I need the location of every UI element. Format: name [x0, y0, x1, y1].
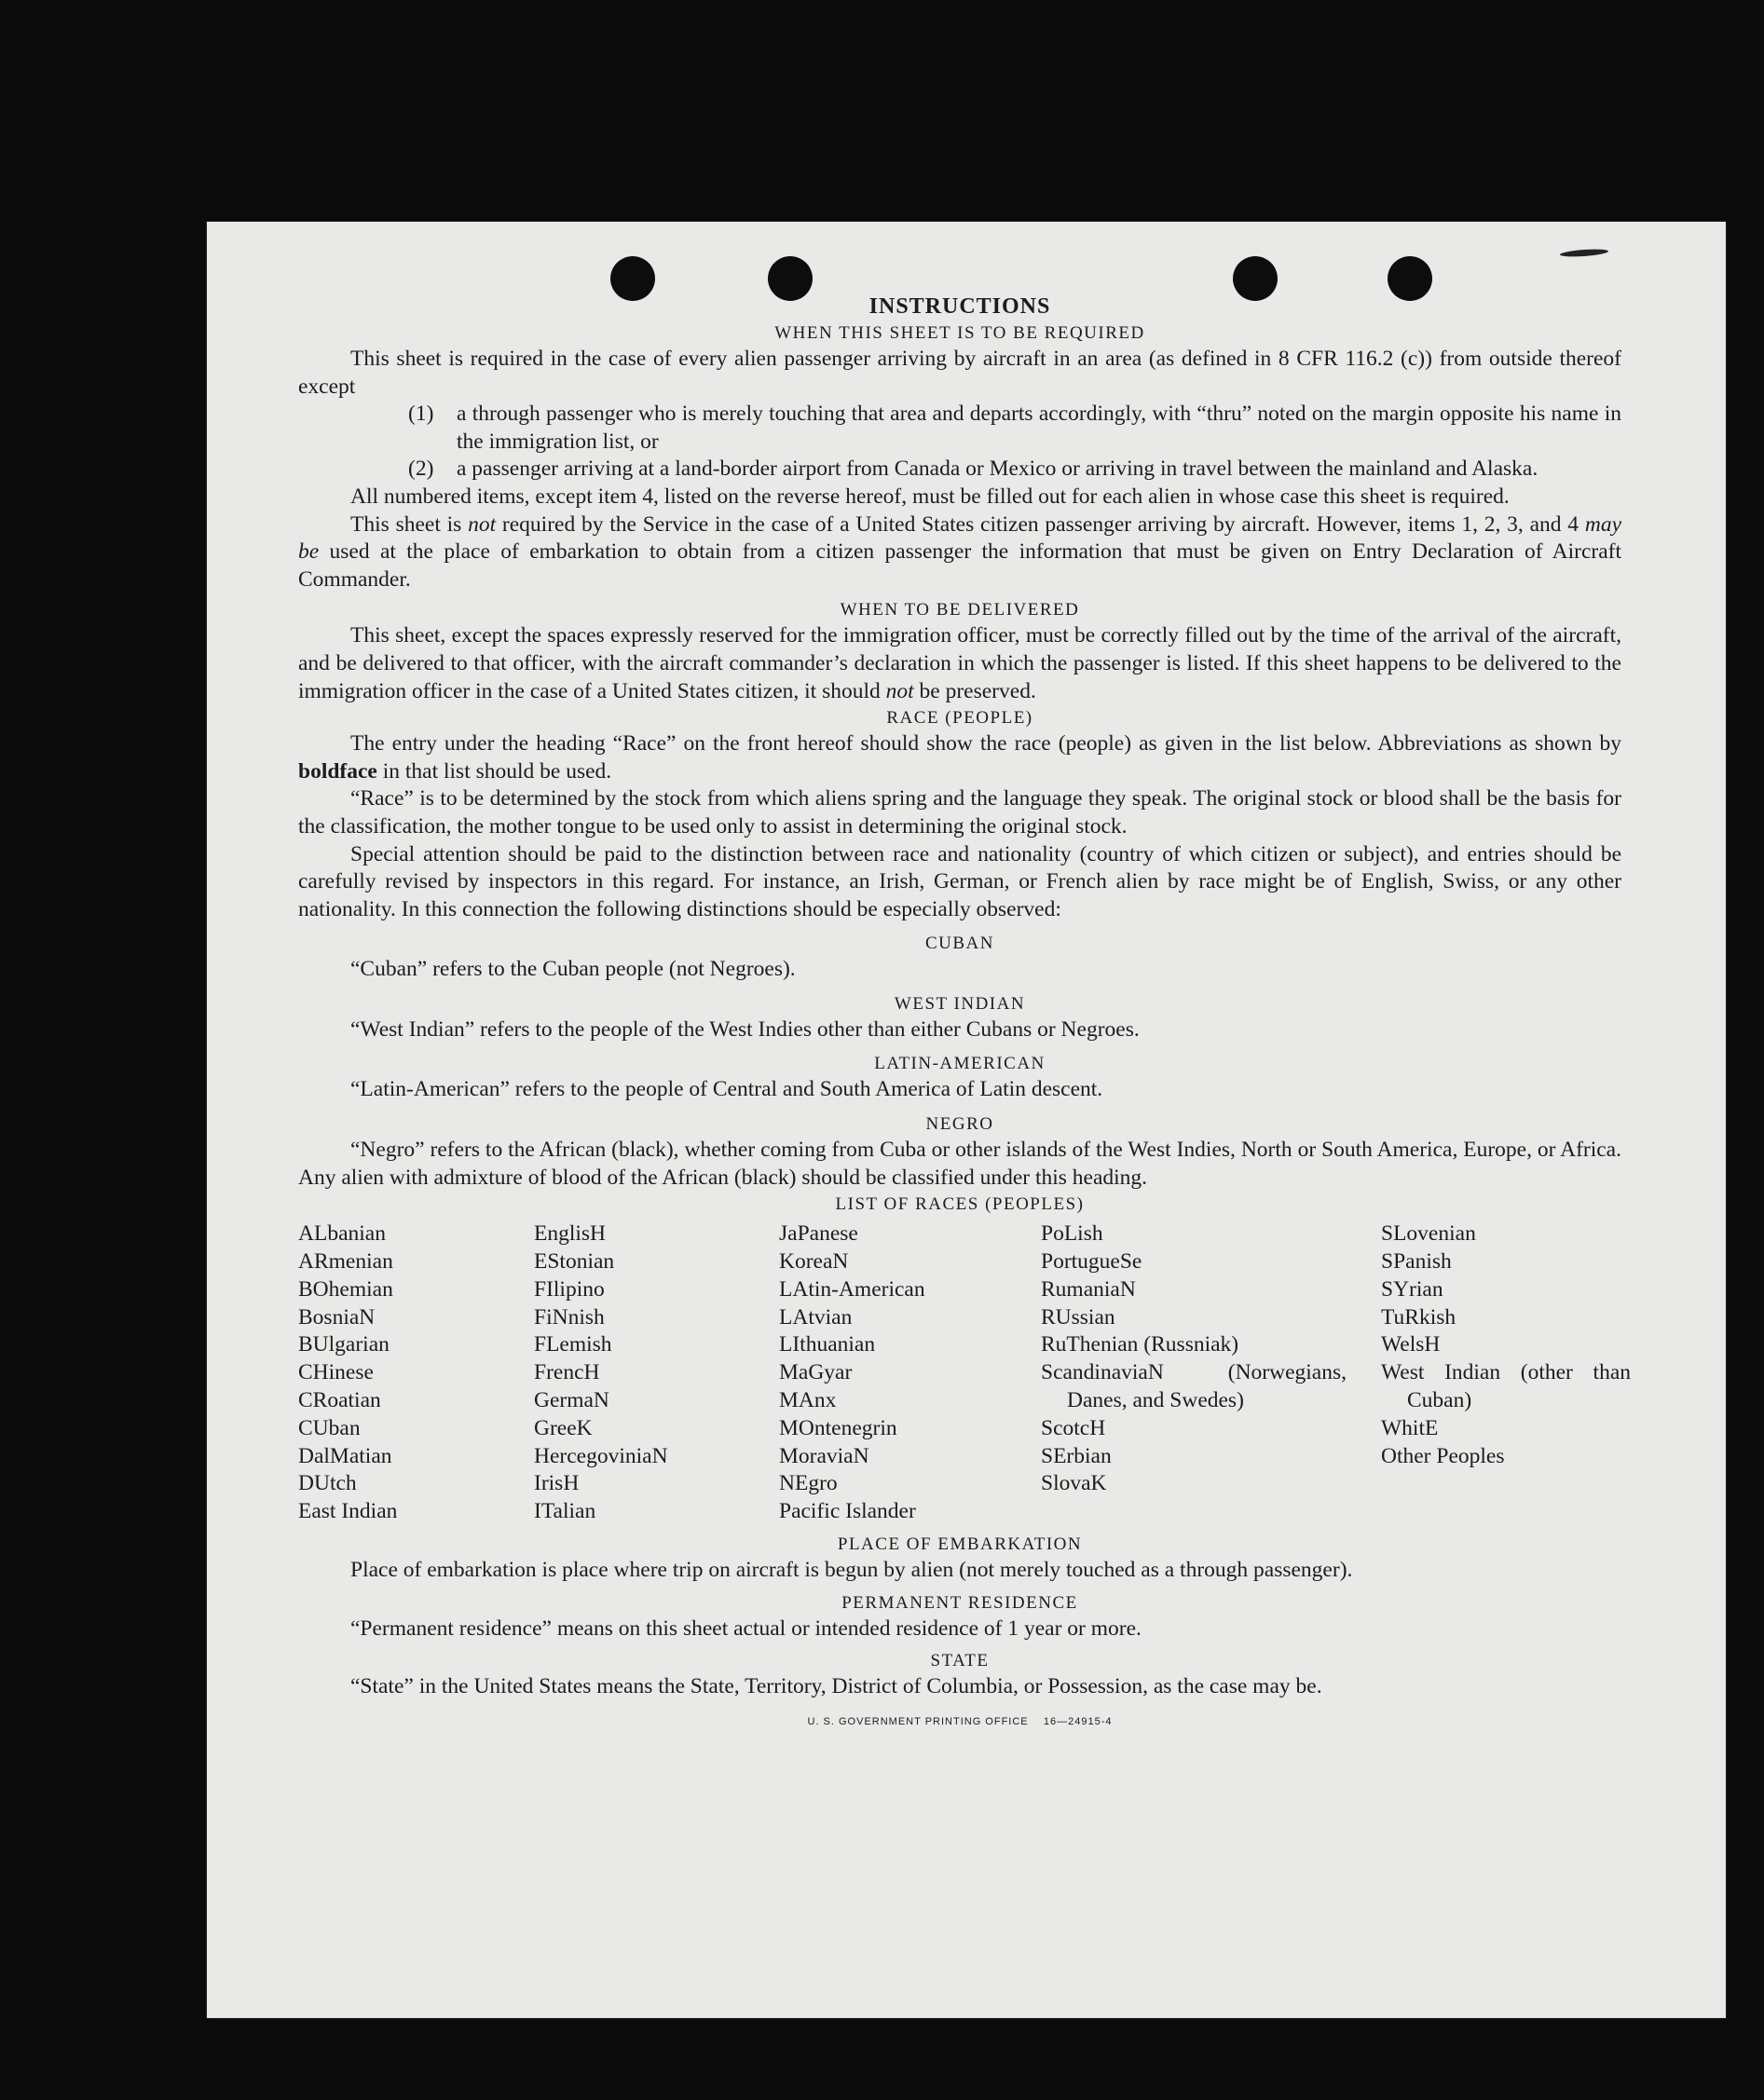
- paragraph: “Negro” refers to the African (black), whether coming from Cuba or other islands of the West Indies, North or South America, Europe, or Africa. Any alien with admixture of blood of the African (black) should be classified under this heading.: [298, 1138, 1621, 1190]
- race-column: [1041, 1220, 1381, 1526]
- list-item: [408, 401, 1621, 456]
- race-item: LAtin-American: [779, 1276, 925, 1302]
- section-heading: PERMANENT RESIDENCE: [841, 1592, 1078, 1613]
- section-heading: RACE (PEOPLE): [886, 708, 1033, 729]
- paragraph: Special attention should be paid to the distinction between race and nationality (country of which citizen or subject), and entries should be carefully revised by inspectors in this regard. For instance, an Irish, German, or French alien by race might be of English, Swiss, or any other nationality. In this connection the following distinctions should be especially observed:: [298, 841, 1621, 921]
- item-number: (2): [408, 457, 434, 482]
- paragraph: “Latin-American” refers to the people of Central and South America of Latin descent.: [350, 1077, 1103, 1102]
- race-item: ScandinaviaN (Norwegians, Danes, and Swedes): [1041, 1360, 1347, 1413]
- race-item: RumaniaN: [1041, 1276, 1136, 1302]
- paragraph: This sheet is required in the case of every alien passenger arriving by aircraft in an area (as defined in 8 CFR 116.2 (c)) from outside thereof except: [298, 347, 1621, 399]
- race-item: FLemish: [534, 1332, 612, 1357]
- paragraph: “Permanent residence” means on this sheet actual or intended residence of 1 year or more.: [350, 1616, 1142, 1641]
- race-item: East Indian: [298, 1499, 398, 1524]
- race-item: Other Peoples: [1381, 1443, 1505, 1468]
- race-item: SYrian: [1381, 1276, 1443, 1302]
- race-item: ARmenian: [298, 1249, 393, 1275]
- section-heading: STATE: [930, 1651, 990, 1671]
- race-item: West Indian (other than Cuban): [1381, 1360, 1631, 1413]
- page-title: INSTRUCTIONS: [868, 294, 1051, 319]
- race-item: BosniaN: [298, 1304, 376, 1330]
- paragraph: All numbered items, except item 4, listed on the reverse hereof, must be filled out for each alien in whose case this sheet is required.: [350, 484, 1510, 509]
- race-column: [534, 1220, 779, 1526]
- race-item: SErbian: [1041, 1443, 1112, 1468]
- item-text: a through passenger who is merely touching that area and departs accordingly, with “thru” noted on the margin opposite his name in the immigration list, or: [457, 402, 1621, 454]
- race-item: SlovaK: [1041, 1471, 1107, 1496]
- paragraph: “Cuban” refers to the Cuban people (not Negroes).: [350, 957, 796, 982]
- race-item: ALbanian: [298, 1221, 386, 1247]
- race-item: TuRkish: [1381, 1304, 1456, 1330]
- race-item: MOntenegrin: [779, 1415, 897, 1440]
- race-item: CUban: [298, 1415, 361, 1440]
- race-item: Pacific Islander: [779, 1499, 916, 1524]
- paragraph: Place of embarkation is place where trip on aircraft is begun by alien (not merely touched as a through passenger).: [350, 1558, 1353, 1583]
- race-item: FrencH: [534, 1360, 600, 1385]
- section-heading: PLACE OF EMBARKATION: [837, 1534, 1083, 1555]
- race-item: JaPanese: [779, 1221, 858, 1247]
- item-text: a passenger arriving at a land-border airport from Canada or Mexico or arriving in travel between the mainland and Alaska.: [457, 457, 1538, 482]
- race-item: GreeK: [534, 1415, 593, 1440]
- race-item: NEgro: [779, 1471, 838, 1496]
- race-item: EnglisH: [534, 1221, 607, 1247]
- race-item: HercegoviniaN: [534, 1443, 668, 1468]
- race-column: [779, 1220, 1041, 1526]
- race-item: DUtch: [298, 1471, 357, 1496]
- race-item: ITalian: [534, 1499, 596, 1524]
- race-item: MaGyar: [779, 1360, 853, 1385]
- paragraph: The entry under the heading “Race” on the front hereof should show the race (people) as given in the list below. Abbreviations as shown by boldface in that list should be used.: [298, 731, 1621, 784]
- paragraph: “State” in the United States means the State, Territory, District of Columbia, or Possession, as the case may be.: [350, 1674, 1322, 1699]
- paragraph: “West Indian” refers to the people of the West Indies other than either Cubans or Negroes.: [350, 1016, 1140, 1042]
- section-heading: WHEN TO BE DELIVERED: [840, 600, 1080, 620]
- race-item: SPanish: [1381, 1249, 1452, 1275]
- paragraph: This sheet is not required by the Service in the case of a United States citizen passenger arriving by aircraft. However, items 1, 2, 3, and 4 may be used at the place of embarkation to obtain from a citizen passenger the information that must be given on Entry Declaration of Aircraft Commander.: [298, 511, 1621, 592]
- race-item: PoLish: [1041, 1221, 1103, 1247]
- race-item: FiNnish: [534, 1304, 605, 1330]
- race-item: BUlgarian: [298, 1332, 390, 1357]
- race-column: [298, 1220, 534, 1526]
- race-list: [298, 1220, 1631, 1526]
- section-heading: LATIN-AMERICAN: [874, 1054, 1046, 1074]
- race-item: BOhemian: [298, 1276, 393, 1302]
- race-item: RUssian: [1041, 1304, 1115, 1330]
- race-item: ScotcH: [1041, 1415, 1106, 1440]
- race-item: GermaN: [534, 1388, 609, 1413]
- section-heading: WEST INDIAN: [894, 993, 1026, 1014]
- section-heading: CUBAN: [924, 934, 994, 954]
- paragraph: “Race” is to be determined by the stock from which aliens spring and the language they speak. The original stock or blood shall be the basis for the classification, the mother tongue to be used only to assist in determining the original stock.: [298, 786, 1621, 839]
- race-item: EStonian: [534, 1249, 615, 1275]
- race-item: WelsH: [1381, 1332, 1441, 1357]
- race-item: RuThenian (Russniak): [1041, 1332, 1239, 1357]
- race-item: DalMatian: [298, 1443, 392, 1468]
- list-item: [408, 456, 1621, 484]
- race-item: MoraviaN: [779, 1443, 869, 1468]
- instructions-content: [298, 293, 1631, 1736]
- paper-tear: [1560, 248, 1608, 258]
- race-item: CRoatian: [298, 1388, 381, 1413]
- item-number: (1): [408, 402, 434, 427]
- race-column: [1381, 1220, 1631, 1526]
- printer-imprint: U. S. GOVERNMENT PRINTING OFFICE 16—24915-4: [807, 1715, 1113, 1727]
- race-item: WhitE: [1381, 1415, 1439, 1440]
- section-heading: NEGRO: [925, 1114, 994, 1135]
- race-item: LIthuanian: [779, 1332, 876, 1357]
- race-item: LAtvian: [779, 1304, 853, 1330]
- race-item: KoreaN: [779, 1249, 849, 1275]
- race-item: FIlipino: [534, 1276, 605, 1302]
- section-heading: LIST OF RACES (PEOPLES): [835, 1194, 1085, 1215]
- paragraph: This sheet, except the spaces expressly reserved for the immigration officer, must be correctly filled out by the time of the arrival of the aircraft, and be delivered to that officer, with the aircraft commander’s declaration in which the passenger is listed. If this sheet happens to be delivered to the immigration officer in the case of a United States citizen, it should not be preserved.: [298, 623, 1621, 703]
- document-sheet: [207, 222, 1726, 2018]
- section-heading: WHEN THIS SHEET IS TO BE REQUIRED: [774, 323, 1145, 343]
- race-item: PortugueSe: [1041, 1249, 1142, 1275]
- race-item: SLovenian: [1381, 1221, 1476, 1247]
- race-item: MAnx: [779, 1388, 837, 1413]
- race-item: IrisH: [534, 1471, 580, 1496]
- race-item: CHinese: [298, 1360, 374, 1385]
